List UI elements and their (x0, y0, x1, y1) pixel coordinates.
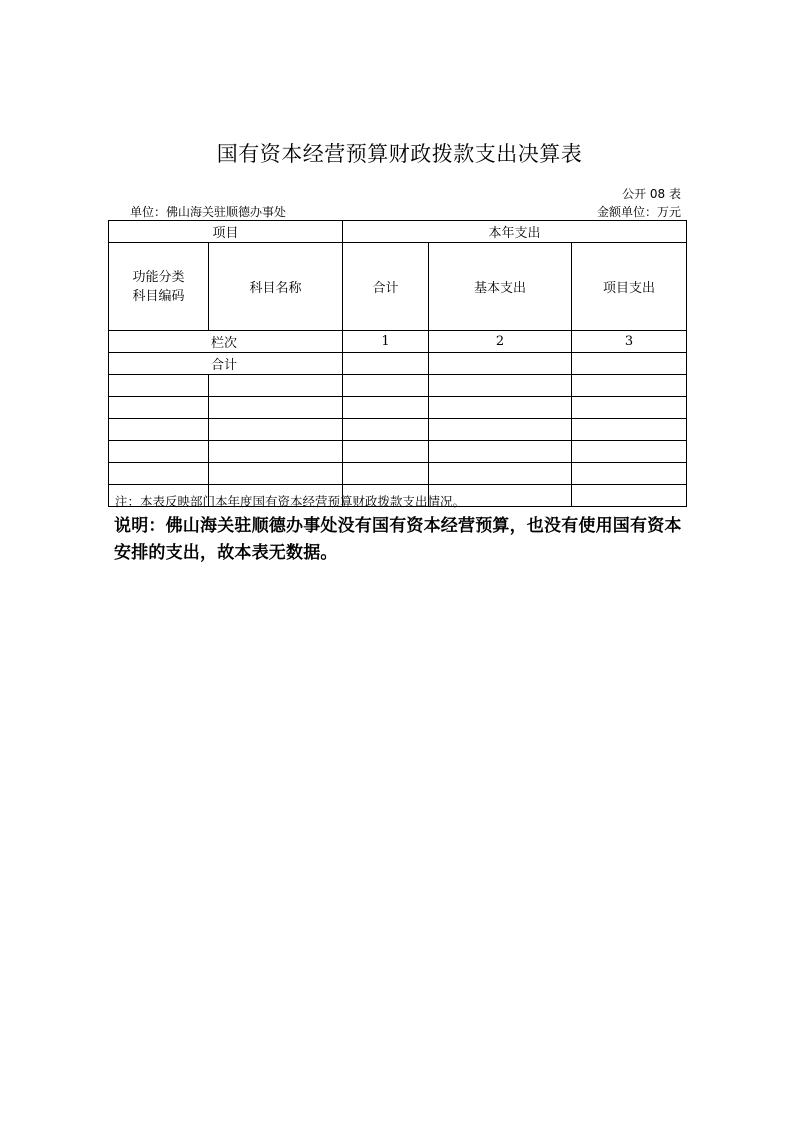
row-column-no-label: 栏次 (109, 331, 343, 353)
table-cell (209, 397, 343, 419)
table-cell (209, 419, 343, 441)
table-row (109, 463, 687, 485)
table-cell (209, 463, 343, 485)
table-cell (572, 485, 687, 507)
form-number: 公开 08 表 (622, 187, 681, 201)
unit-label: 单位：佛山海关驻顺德办事处 (130, 205, 287, 219)
table-header-row (109, 221, 687, 243)
col-total: 合计 (343, 243, 429, 331)
col-no-2: 2 (429, 331, 572, 353)
table-cell (343, 441, 429, 463)
header-current-year: 本年支出 (343, 221, 687, 243)
table-cell (429, 441, 572, 463)
table-cell (343, 353, 429, 375)
row-total-label: 合计 (109, 353, 343, 375)
table-cell (109, 375, 209, 397)
table-cell (109, 419, 209, 441)
col-func-code (109, 243, 209, 331)
col-func-code-label: 功能分类科目编码 (132, 269, 185, 304)
table-row (109, 397, 687, 419)
table-cell (572, 397, 687, 419)
table-cell (109, 441, 209, 463)
table-cell (572, 441, 687, 463)
table-row (109, 375, 687, 397)
col-basic: 基本支出 (429, 243, 572, 331)
page-title: 国有资本经营预算财政拨款支出决算表 (216, 142, 583, 166)
table-cell (109, 463, 209, 485)
table-cell (209, 375, 343, 397)
table-cell (429, 353, 572, 375)
table-row (109, 441, 687, 463)
table-cell (572, 463, 687, 485)
table-cell (343, 375, 429, 397)
table-cell (429, 397, 572, 419)
col-no-3: 3 (572, 331, 687, 353)
header-item: 项目 (109, 221, 343, 243)
expenditure-table (108, 220, 687, 507)
table-cell (429, 419, 572, 441)
table-cell (343, 419, 429, 441)
explanation-text: 说明：佛山海关驻顺德办事处没有国有资本经营预算，也没有使用国有资本安排的支出，故本表无数据。 (114, 516, 682, 563)
col-no-1: 1 (343, 331, 429, 353)
table-cell (572, 419, 687, 441)
column-number-row (109, 331, 687, 353)
col-project: 项目支出 (572, 243, 687, 331)
table-cell (572, 353, 687, 375)
table-cell (429, 375, 572, 397)
table-cell (343, 463, 429, 485)
money-unit-label: 金额单位：万元 (596, 205, 681, 219)
table-cell (109, 397, 209, 419)
table-cell (572, 375, 687, 397)
table-cell (429, 463, 572, 485)
table-subheader-row (109, 243, 687, 331)
table-row (109, 419, 687, 441)
table-cell (343, 397, 429, 419)
col-subject-name: 科目名称 (209, 243, 343, 331)
table-cell (209, 441, 343, 463)
total-row (109, 353, 687, 375)
table-note: 注：本表反映部门本年度国有资本经营预算财政拨款支出情况。 (115, 494, 466, 509)
